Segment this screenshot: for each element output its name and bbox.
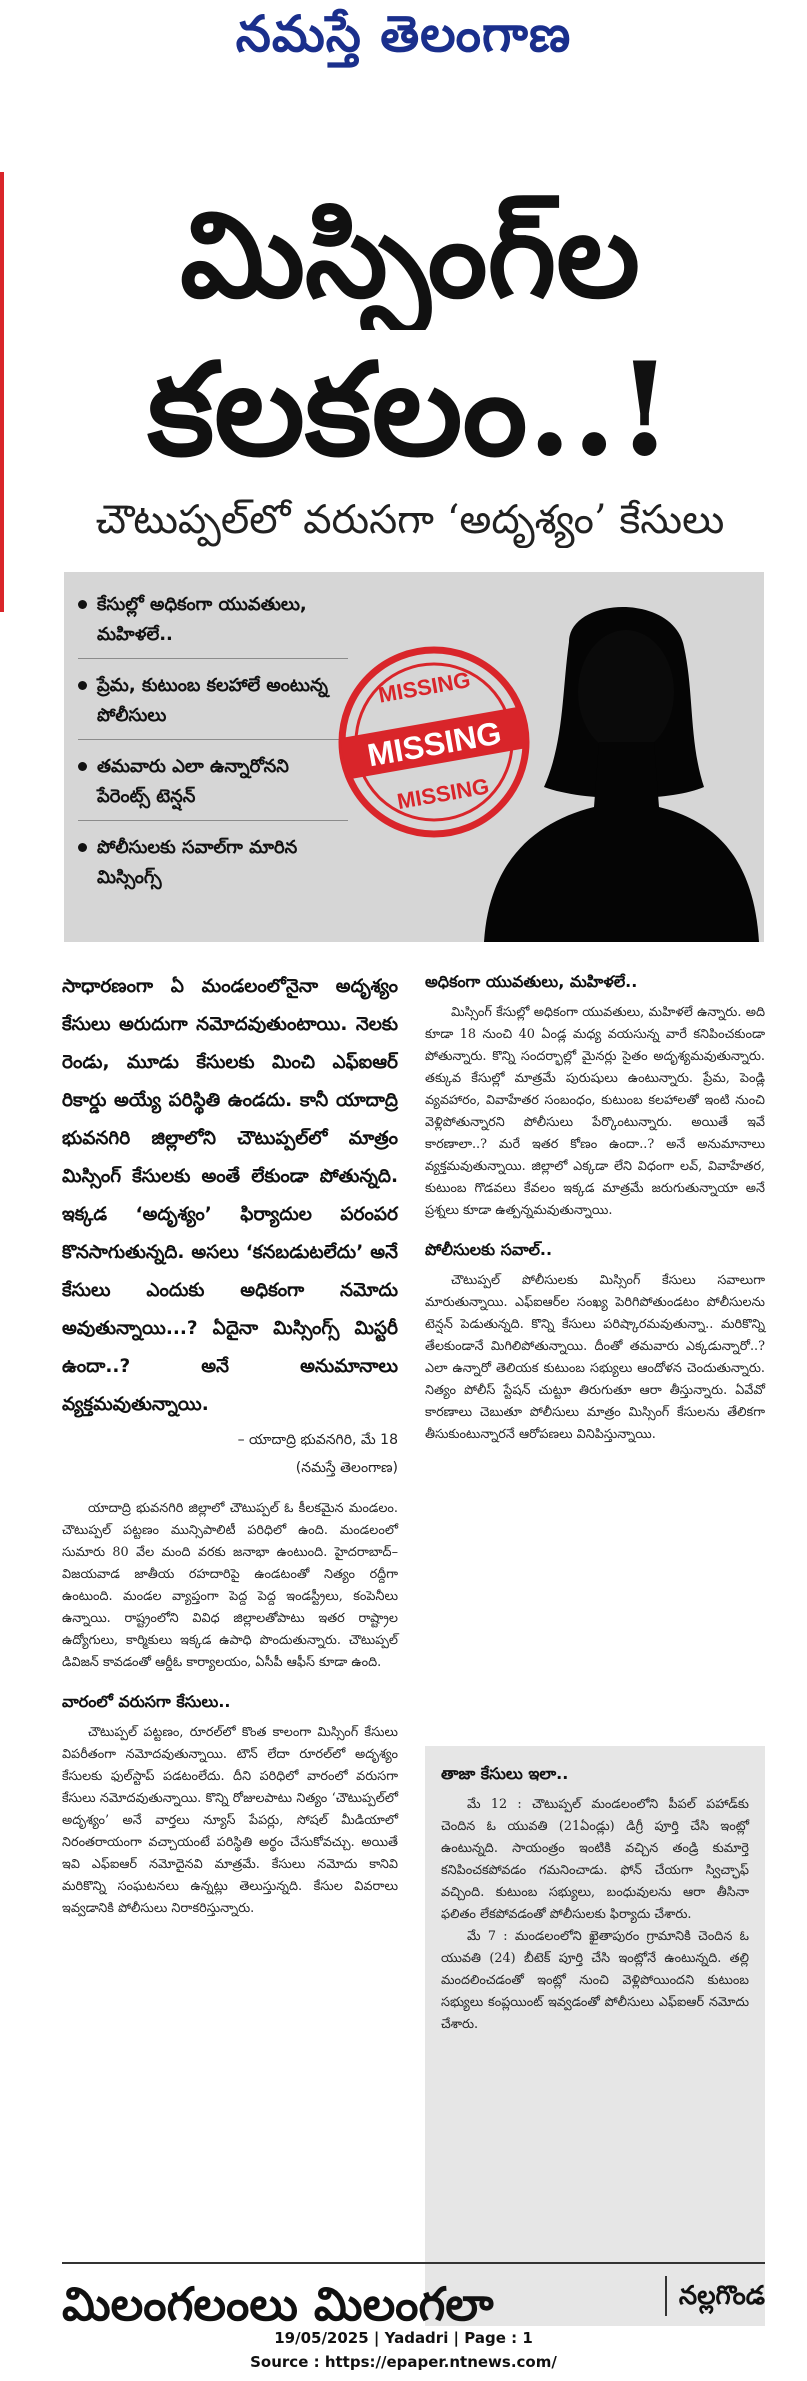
divider <box>62 2262 765 2264</box>
highlights-list <box>78 586 348 909</box>
stamp-bottom-text: MISSING <box>395 773 492 815</box>
bullet-dot-icon <box>78 843 87 852</box>
latest-cases-title: తాజా కేసులు ఇలా.. <box>441 1764 569 1783</box>
footer-date-page: 19/05/2025 | Yadadri | Page : 1 <box>274 2329 533 2347</box>
latest-case-item: మే 7 : మండలంలోని ఖైతాపురం గ్రామానికి చెందిన ఓ యువతి (24) బీటెక్ పూర్తి చేసి ఇంట్లోనే ఉంటున్నది. తల్లి మందలించడంతో ఇంట్లో నుంచి వెళ్లిపోయిందని కుటుంబ సభ్యులు కంప్లయింట్ ఇవ్వడంతో పోలీసులు ఎఫ్‌ఐఆర్ నమోదు చేశారు. <box>441 1929 749 2032</box>
section-heading: వారంలో వరుసగా కేసులు.. <box>62 1692 231 1711</box>
highlight-item: తమవారు ఎలా ఉన్నారోనని పేరెంట్స్ టెన్షన్ <box>78 748 348 821</box>
bullet-dot-icon <box>78 681 87 690</box>
article-column-right <box>425 968 765 1446</box>
stamp-top-text: MISSING <box>376 666 473 708</box>
stamp-center-text: MISSING <box>364 714 505 774</box>
article-column-left <box>62 968 398 1920</box>
highlights-box <box>64 572 764 942</box>
bullet-dot-icon <box>78 762 87 771</box>
next-story-section: నల్లగొండ <box>665 2276 765 2316</box>
intro-paragraph: సాధారణంగా ఏ మండలంలోనైనా అదృశ్యం కేసులు అరుదుగా నమోదవుతుంటాయి. నెలకు రెండు, మూడు కేసులకు మించి ఎఫ్‌ఐఆర్ రికార్డు అయ్యే పరిస్థితి ఉండదు. కానీ యాదాద్రి భువనగిరి జిల్లాలోని చౌటుప్పల్‌లో మాత్రం మిస్సింగ్ కేసులకు అంతే లేకుండా పోతున్నది. ఇక్కడ ‘అదృశ్యం’ ఫిర్యాదుల పరంపర కొనసాగుతున్నది. అసలు ‘కనబడుటలేదు’ అనే కేసులు ఎందుకు అధికంగా నమోదు అవుతున్నాయి...? ఏదైనా మిస్సింగ్స్ మిస్టరీ ఉందా..? అనే అనుమానాలు వ్యక్తమవుతున్నాయి. <box>62 976 398 1415</box>
next-story-strip <box>62 2268 765 2324</box>
latest-case-item: మే 12 : చౌటుప్పల్ మండలంలోని పీపల్ పహాడ్‌కు చెందిన ఓ యువతి (21ఏండ్లు) డిగ్రీ పూర్తి చేసి ఇంట్లో ఉంటున్నది. సాయంత్రం ఇంటికి వచ్చిన తండ్రి కుమార్తె కనిపించకపోవడం గమనించాడు. ఫోన్ చేయగా స్విచ్ఛాఫ్ వచ్చింది. కుటుంబ సభ్యులు, బంధువులను ఆరా తీసినా ఫలితం లేకపోవడంతో పోలీసులకు ఫిర్యాదు చేశారు. <box>441 1797 749 1922</box>
headline-line1: మిస్సింగ్‌ల <box>180 185 640 324</box>
subheadline: చౌటుప్పల్‌లో వరుసగా ‘అదృశ్యం’ కేసులు <box>95 497 725 543</box>
red-accent-bar <box>0 172 4 612</box>
body-paragraph: చౌటుప్పల్ పట్టణం, రూరల్‌లో కొంత కాలంగా మిస్సింగ్ కేసులు విపరీతంగా నమోదవుతున్నాయి. టౌన్ లేదా రూరల్‌లో అదృశ్యం కేసులకు ఫుల్‌స్టాప్ పడటంలేదు. దీని పరిధిలో వారంలో వరుసగా కేసులు నమోదవుతున్నాయి. కొన్ని రోజులపాటు నిత్యం ‘చౌటుప్పల్‌లో అదృశ్యం’ అనే వార్తలు న్యూస్ పేపర్లు, సోషల్ మీడియాలో నిరంతరాయంగా వచ్చాయంటే పరిస్థితి అర్థం చేసుకోవచ్చు. అయితే ఇవి ఎఫ్‌ఐఆర్ నమోదైనవి మాత్రమే. కేసులు నమోదు కానివి మరికొన్ని సంఘటనలు ఉన్నట్లు తెలుస్తున్నది. కేసుల వివరాలు ఇవ్వడానికి పోలీసులు నిరాకరిస్తున్నారు. <box>62 1725 398 1916</box>
byline-source: (నమస్తే తెలంగాణ) <box>295 1460 398 1476</box>
body-paragraph: మిస్సింగ్ కేసుల్లో అధికంగా యువతులు, మహిళలే ఉన్నారు. అది కూడా 18 నుంచి 40 ఏండ్ల మధ్య వయసున్న వారే కనిపించకుండా పోతున్నారు. కొన్ని సందర్భాల్లో మైనర్లు సైతం అదృశ్యమవుతున్నారు. తక్కువ కేసుల్లో మాత్రమే పురుషులు ఉంటున్నారు. ప్రేమ, పెండ్లి వ్యవహారం, వివాహేతర సంబంధం, కుటుంబ కలహాలతో ఇంటి నుంచి వెళ్లిపోతున్నారని పోలీసులు పేర్కొంటున్నారు. అయితే ఇవే కారణాలా..? మరే ఇతర కోణం ఉందా..? అనే అనుమానాలు వ్యక్తమవుతున్నాయి. జిల్లాలో ఎక్కడా లేని విధంగా లవ్, వివాహేతర, కుటుంబ గొడవలు కేవలం ఇక్కడ మాత్రమే జరుగుతున్నాయా అనే ప్రశ్నలు కూడా ఉత్పన్నమవుతున్నాయి. <box>425 1005 765 1218</box>
highlight-item: ప్రేమ, కుటుంబ కలహాలే అంటున్న పోలీసులు <box>78 667 348 740</box>
highlight-item: పోలీసులకు సవాల్‌గా మారిన మిస్సింగ్స్ <box>78 829 348 901</box>
section-heading: అధికంగా యువతులు, మహిళలే.. <box>425 972 638 991</box>
bullet-dot-icon <box>78 600 87 609</box>
page-footer <box>0 2326 807 2374</box>
dateline: – యాదాద్రి భువనగిరి, మే 18 <box>237 1432 398 1448</box>
masthead-title: నమస్తే తెలంగాణ <box>235 4 572 63</box>
body-paragraph: చౌటుప్పల్ పోలీసులకు మిస్సింగ్ కేసులు సవాలుగా మారుతున్నాయి. ఎఫ్‌ఐఆర్‌ల సంఖ్య పెరిగిపోతుండటం పోలీసులను టెన్షన్ పెడుతున్నది. కొన్ని కేసులు పరిష్కారమవుతున్నా.. మరికొన్ని తేలకుండానే మిగిలిపోతున్నాయి. దీంతో తమవారు ఎక్కడున్నారో..? ఎలా ఉన్నారో తెలియక కుటుంబ సభ్యులు ఆందోళన చెందుతున్నారు. నిత్యం పోలీస్ స్టేషన్ చుట్టూ తిరుగుతూ ఆరా తీస్తున్నారు. ఏవేవో కారణాలు చెబుతూ పోలీసులు మాత్రం మిస్సింగ్ కేసులను తేలికగా తీసుకుంటున్నారనే ఆరోపణలు వినిపిస్తున్నాయి. <box>425 1273 765 1442</box>
highlight-item: కేసుల్లో అధికంగా యువతులు, మహిళలే.. <box>78 586 348 659</box>
headline-line2: కలకలం..! <box>147 335 673 485</box>
section-heading: పోలీసులకు సవాల్.. <box>425 1240 553 1259</box>
latest-cases-box <box>425 1746 765 2326</box>
footer-source-link[interactable]: Source : https://epaper.ntnews.com/ <box>250 2353 557 2371</box>
next-story-title: మిలంగలంలు మిలంగలా <box>62 2277 494 2324</box>
masthead <box>0 0 807 80</box>
body-paragraph: యాదాద్రి భువనగిరి జిల్లాలో చౌటుప్పల్ ఓ కీలకమైన మండలం. చౌటుప్పల్ పట్టణం మున్సిపాలిటీ పరిధిలో ఉంది. మండలంలో సుమారు 80 వేల మంది వరకు జనాభా ఉంటుంది. హైదరాబాద్–విజయవాడ జాతీయ రహదారిపై ఉండటంతో నిత్యం రద్దీగా ఉంటుంది. మండల వ్యాప్తంగా పెద్ద పెద్ద ఇండస్ట్రీలు, కంపెనీలు ఉన్నాయి. రాష్ట్రంలోని వివిధ జిల్లాలతోపాటు ఇతర రాష్ట్రాల ఉద్యోగులు, కార్మికులు ఇక్కడ ఉపాధి పొందుతున్నారు. చౌటుప్పల్ డివిజన్ కావడంతో ఆర్డీఓ కార్యాలయం, ఏసీపీ ఆఫీస్ కూడా ఉంది. <box>62 1501 398 1670</box>
missing-stamp-icon <box>334 642 534 842</box>
